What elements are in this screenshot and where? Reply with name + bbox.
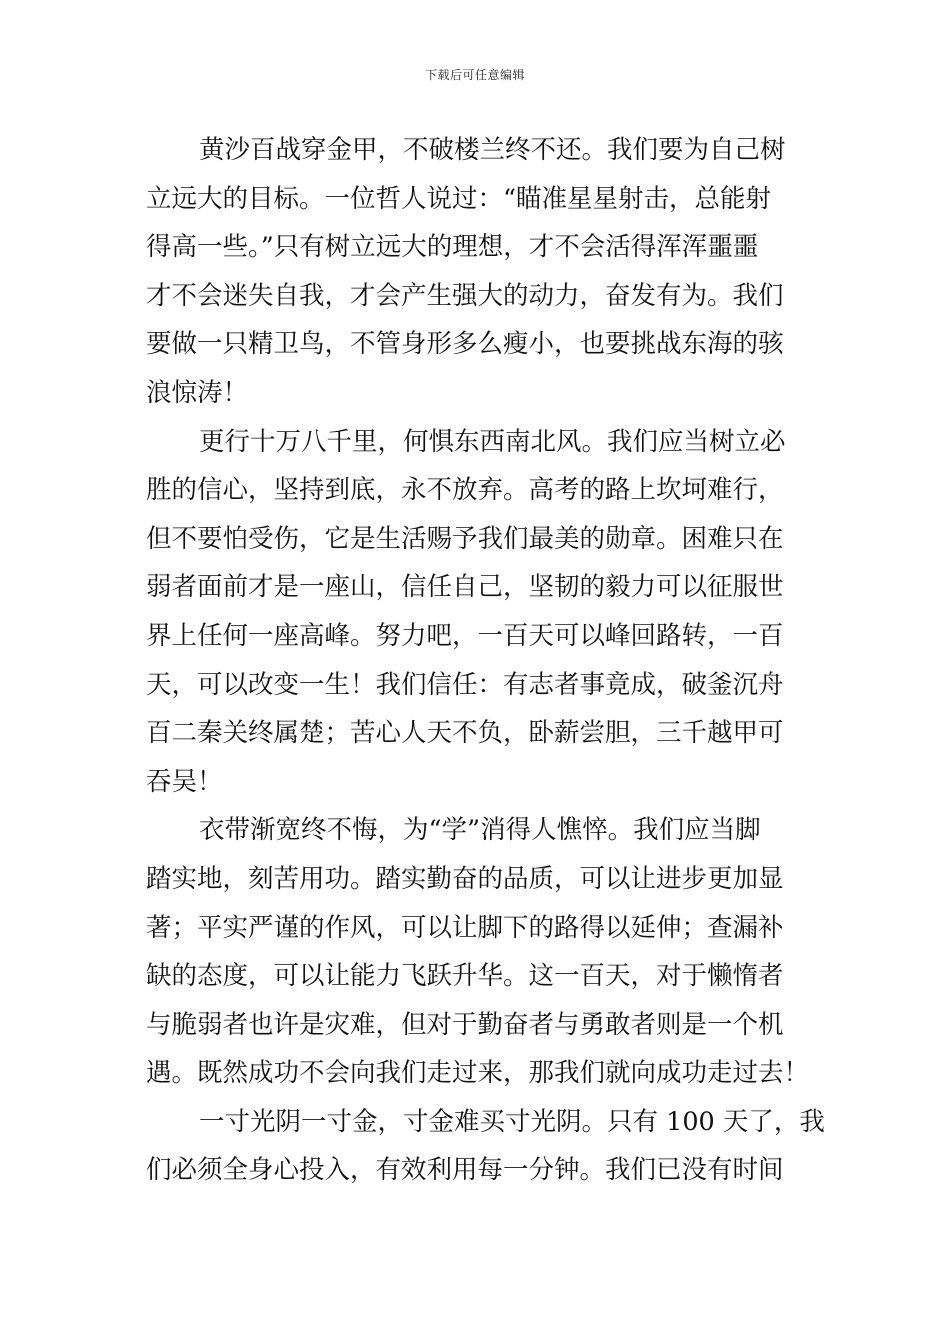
text-line: 百二秦关终属楚；苦心人天不负，卧薪尝胆，三千越甲可 (146, 718, 784, 749)
text-line: 要做一只精卫鸟，不管身形多么瘦小，也要挑战东海的骇 (146, 329, 784, 360)
text-line: 踏实地，刻苦用功。踏实勤奋的品质，可以让进步更加显 (146, 863, 784, 894)
paragraph-2 (146, 418, 810, 807)
text-line: 与脆弱者也许是灾难，但对于勤奋者与勇敢者则是一个机 (146, 1009, 784, 1040)
text-line: 弱者面前才是一座山，信任自己，坚韧的毅力可以征服世 (146, 572, 784, 603)
text-line: 但不要怕受伤，它是生活赐予我们最美的勋章。困难只在 (146, 523, 784, 554)
text-line: 缺的态度，可以让能力飞跃升华。这一百天，对于懒惰者 (146, 961, 784, 992)
text-line: 浪惊涛！ (146, 377, 249, 408)
text-line: 才不会迷失自我，才会产生强大的动力，奋发有为。我们 (146, 280, 784, 311)
document-body (146, 126, 825, 1195)
text-line: 界上任何一座高峰。努力吧，一百天可以峰回路转，一百 (146, 620, 784, 651)
text-line: 黄沙百战穿金甲，不破楼兰终不还。我们要为自己树 (199, 135, 786, 165)
text-line: 天，可以改变一生！我们信任：有志者事竟成，破釜沉舟 (146, 669, 784, 700)
paragraph-3 (146, 806, 810, 1098)
text-line: 更行十万八千里，何惧东西南北风。我们应当树立必 (199, 426, 786, 457)
paragraph-4 (146, 1098, 825, 1195)
paragraph-1 (146, 126, 810, 418)
text-line: 遇。既然成功不会向我们走过来，那我们就向成功走过去！ (146, 1058, 810, 1089)
text-line: 一寸光阴一寸金，寸金难买寸光阴。只有 100 天了，我 (199, 1106, 825, 1137)
text-line: 吞吴！ (146, 766, 223, 797)
text-line: 们必须全身心投入，有效利用每一分钟。我们已没有时间 (146, 1155, 784, 1186)
text-line: 得高一些。”只有树立远大的理想，才不会活得浑浑噩噩 (146, 232, 759, 263)
text-line: 衣带渐宽终不悔，为“学”消得人憔悴。我们应当脚 (199, 815, 761, 846)
text-line: 著；平实严谨的作风，可以让脚下的路得以延伸；查漏补 (146, 912, 784, 943)
text-line: 胜的信心，坚持到底，永不放弃。高考的路上坎坷难行， (146, 475, 784, 506)
text-line: 立远大的目标。一位哲人说过：“瞄准星星射击，总能射 (146, 183, 772, 214)
page-header: 下载后可任意编辑 (424, 68, 525, 82)
